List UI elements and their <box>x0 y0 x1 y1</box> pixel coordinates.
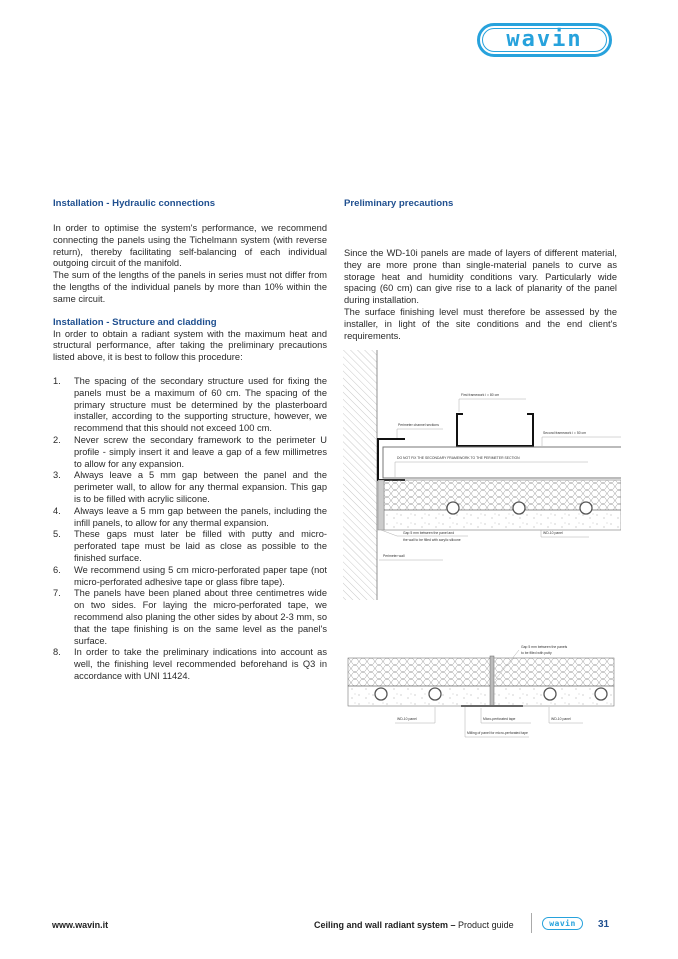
procedure-step: 8. In order to take the preliminary indications into account as well, the finishing level recommended beforehand is Q3 in accordance with UNI 11424. <box>53 647 327 681</box>
hydraulic-paragraph-2: The sum of the lengths of the panels in series must not differ from the lengths of the individual panels by more than 10% within the same circuit. <box>53 270 327 304</box>
precautions-paragraph-2: The surface finishing level must therefore be assessed by the installer, in light of the site conditions and the end client's requirements. <box>344 306 617 341</box>
label-perimeter-wall: Perimeter wall <box>383 554 405 558</box>
logo-text: wavin <box>506 27 583 52</box>
left-column <box>53 198 327 683</box>
procedure-list <box>53 376 327 683</box>
footer-title <box>314 920 514 930</box>
procedure-step: 3. Always leave a 5 mm gap between the panel and the perimeter wall, to allow for any thermal expansion. This gap is to be filled with acrylic silicone. <box>53 470 327 504</box>
label-gap-panels-2: to be filled with putty <box>521 651 552 655</box>
label-wd-panel: WD-10 panel <box>543 531 563 535</box>
procedure-step: 4. Always leave a 5 mm gap between the panels, including the infill panels, to allow for any thermal expansion. <box>53 505 327 528</box>
footer-title-bold: Ceiling and wall radiant system – <box>314 920 456 930</box>
precautions-paragraph-1: Since the WD-10i panels are made of layers of different material, they are more prone than single-material panels to curve as storage heat and humidity conditions vary. Particularly wide spacing (60 cm) can give rise to a lack of planarity of the panel during installation. <box>344 248 617 306</box>
procedure-step: 1. The spacing of the secondary structure used for fixing the panels must be a maximum of 60 cm. The spacing of the primary structure must be determined by the plasterboard installer, according to the supporting structure, however, we recommend that this should not exceed 100 cm. <box>53 375 327 434</box>
label-gap-wall-2: the wall to be filled with acrylic silicone <box>403 538 461 542</box>
label-micro-tape: Micro-perforated tape <box>483 717 516 721</box>
bottom-section-diagram <box>348 645 614 737</box>
label-do-not-fix: DO NOT FIX THE SECONDARY FRAMEWORK TO THE PERIMETER SECTION <box>397 456 520 460</box>
label-gap-wall-1: Gap 5 mm between the panel and <box>403 531 455 535</box>
procedure-step: 7. The panels have been planed about three centimetres wide on two sides. For laying the micro-perforated tape, we recommend also planing the other sides by about 2-3 mm, so that the tape finishing is on the same level as the panel's surface. <box>53 588 327 646</box>
label-perimeter-channel: Perimeter channel sections <box>398 423 439 427</box>
procedure-step: 6. We recommend using 5 cm micro-perforated paper tape (not micro-perforated adhesive tape or glass fibre tape). <box>53 564 327 587</box>
installation-diagram <box>343 350 621 750</box>
footer-wavin-logo: wavin <box>542 917 583 930</box>
heading-structure-cladding: Installation - Structure and cladding <box>53 316 217 328</box>
procedure-step: 2. Never screw the secondary framework to the perimeter U profile - simply insert it and leave a gap of a few millimetres to allow for any expansion. <box>53 434 327 469</box>
right-column <box>344 198 617 342</box>
heading-hydraulic-connections: Installation - Hydraulic connections <box>53 198 216 209</box>
structure-intro: In order to obtain a radiant system with the maximum heat and structural performance, after taking the preliminary precautions listed above, it is best to follow this procedure: <box>53 328 327 363</box>
label-milling: Milling of panel for micro-perforated tape <box>467 731 528 735</box>
top-section-diagram <box>343 350 621 600</box>
footer-divider <box>531 913 532 933</box>
hydraulic-paragraph-1: In order to optimise the system's performance, we recommend connecting the panels using the Tichelmann system (with reverse return), thereby facilitating self-balancing of each individual outgoing circuit of the manifold. <box>53 223 327 269</box>
wavin-logo <box>477 23 612 57</box>
footer-title-regular: Product guide <box>455 920 514 930</box>
footer-url[interactable]: www.wavin.it <box>52 920 109 930</box>
label-wd-panel-right: WD-10 panel <box>551 717 571 721</box>
label-first-framework: First framework i = 80 cm <box>461 393 500 397</box>
label-second-framework: Second framework i = 50 cm <box>543 431 587 435</box>
label-wd-panel-left: WD-10 panel <box>397 717 417 721</box>
label-gap-panels-1: Gap 5 mm between the panels <box>521 645 568 649</box>
page-number: 31 <box>598 919 610 930</box>
heading-preliminary-precautions: Preliminary precautions <box>344 198 454 209</box>
procedure-step: 5. These gaps must later be filled with putty and micro-perforated tape must be laid as close as possible to the finished surface. <box>53 529 327 563</box>
